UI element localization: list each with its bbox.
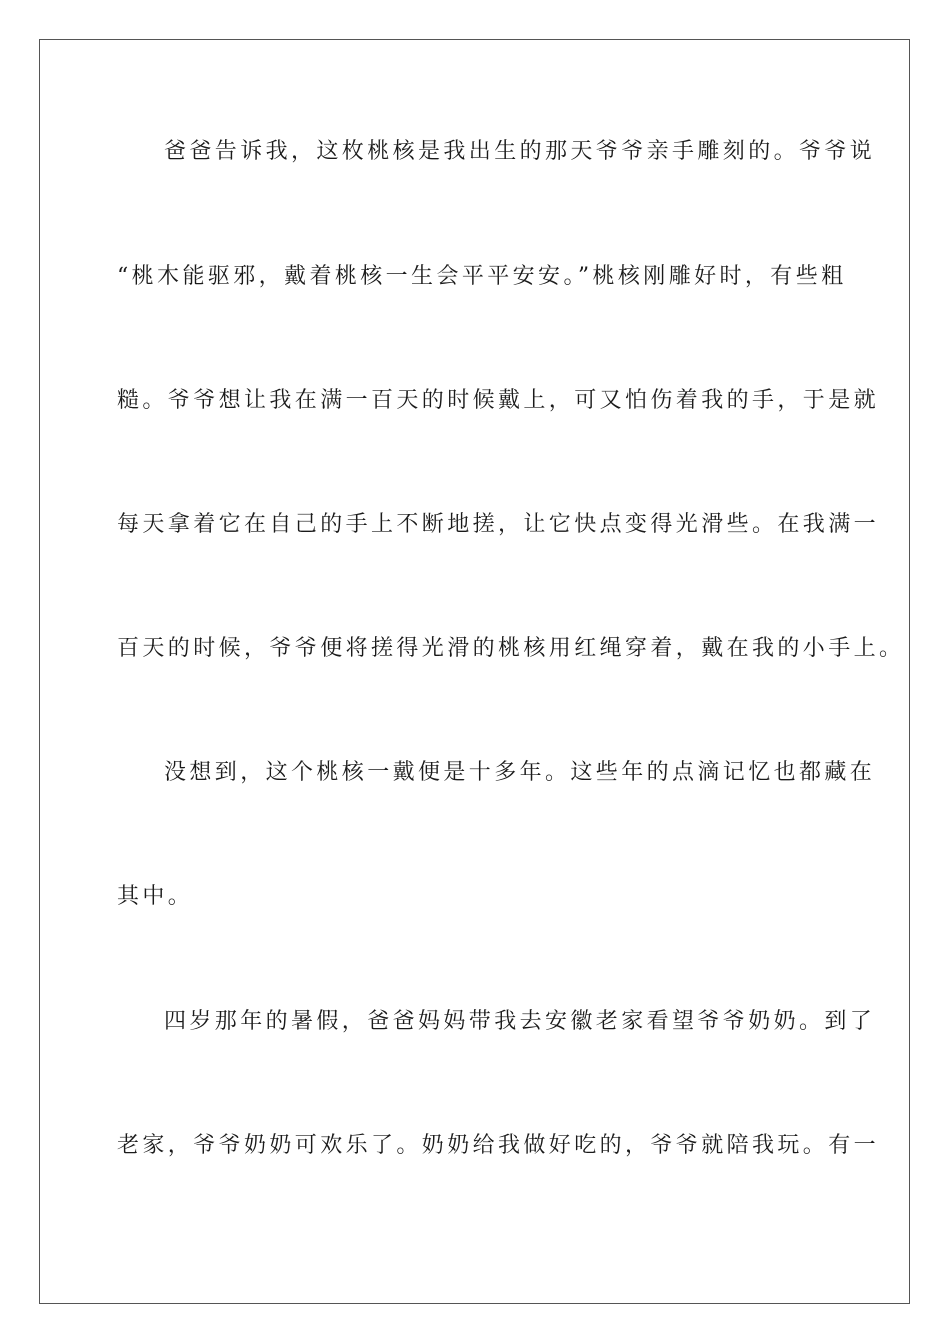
text-line-1: 爸爸告诉我，这枚桃核是我出生的那天爷爷亲手雕刻的。爷爷说 — [164, 139, 876, 164]
text-line-9: 老家，爷爷奶奶可欢乐了。奶奶给我做好吃的，爷爷就陪我玩。有一 — [117, 1133, 880, 1158]
text-line-6: 没想到，这个桃核一戴便是十多年。这些年的点滴记忆也都藏在 — [164, 760, 876, 785]
page-border — [39, 39, 910, 1304]
text-line-2: “桃木能驱邪，戴着桃核一生会平平安安。”桃核刚雕好时，有些粗 — [117, 264, 847, 289]
text-line-7: 其中。 — [117, 884, 194, 909]
text-line-8: 四岁那年的暑假，爸爸妈妈带我去安徽老家看望爷爷奶奶。到了 — [164, 1009, 876, 1034]
text-line-4: 每天拿着它在自己的手上不断地搓，让它快点变得光滑些。在我满一 — [117, 512, 880, 537]
text-line-3: 糙。爷爷想让我在满一百天的时候戴上，可又怕伤着我的手，于是就 — [117, 388, 880, 413]
text-line-5: 百天的时候，爷爷便将搓得光滑的桃核用红绳穿着，戴在我的小手上。 — [117, 636, 905, 661]
